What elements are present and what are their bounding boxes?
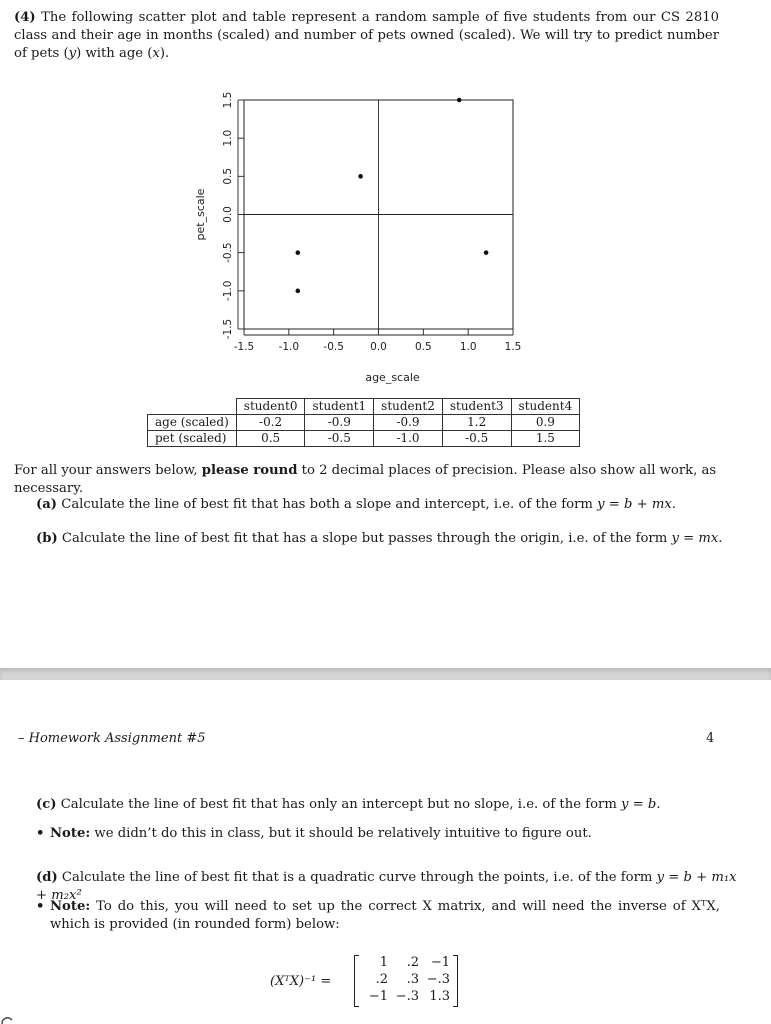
table-cell: -0.5 [305,431,374,447]
x-tick-label: 0.0 [370,341,387,353]
page-2: – Homework Assignment #5 4 (c) Calculate the line of best fit that has only an intercept but no slope, i.e. of the form y = b. • Note: we didn’t do this in class, but it should be relatively intuitive to figure out. (d) Calculate the line of best fit that is a quadratic curve through the points, i.e. of the form y = b + m₁x + m₂x² • Note: To do this, you will need to set up the correct X matrix, and will need the inverse of XᵀX, which is provided (in rounded form) below: (XᵀX)⁻¹ = 1 .2 −1 .2 .3 −.3 −1 −.3 1.3 [0,680,771,1024]
table-header-row [148,399,580,415]
table-header-cell: student1 [305,399,374,415]
problem-intro: (4) The following scatter plot and table represent a random sample of five students from our CS 2810 class and their age in months (scaled) and number of pets owned (scaled). We will try to predict number of pets (y) with age (x). [14,10,719,61]
part-b: (b) Calculate the line of best fit that has a slope but passes through the origin, i.e. of the form y = mx. [36,531,723,546]
table-header-cell: student0 [236,399,305,415]
table-cell: 1.5 [511,431,580,447]
page-separator [0,668,771,680]
data-point [457,98,462,103]
matrix-cell: 1 [379,955,388,970]
y-tick-label: 0.5 [222,167,234,185]
y-tick-label: -0.5 [222,242,234,263]
data-point [296,250,301,255]
x-tick-label: -1.0 [278,341,300,353]
data-point [296,289,301,294]
matrix-grid [354,954,458,1008]
scatter-plot [180,88,530,392]
table-row-label: age (scaled) [148,415,237,431]
data-table [147,398,580,447]
table-corner-cell [148,399,237,415]
table-cell: -0.9 [374,415,443,431]
matrix-cell: −.3 [426,972,450,987]
bullet-icon: • [36,826,45,841]
data-table-body [148,399,580,447]
part-a: (a) Calculate the line of best fit that has both a slope and intercept, i.e. of the form y = b + mx. [36,497,676,512]
problem-number: (4) [14,10,36,25]
table-cell: 0.5 [236,431,305,447]
corner-mark-icon [0,1014,14,1024]
data-point [358,174,363,179]
table-cell: 1.2 [442,415,511,431]
x-tick-label: 1.0 [459,341,477,353]
bullet-icon: • [36,899,45,914]
table-row-label: pet (scaled) [148,431,237,447]
matrix-cell: .2 [406,955,419,970]
table-cell: -0.5 [442,431,511,447]
data-point [484,250,489,255]
table-cell: -0.9 [305,415,374,431]
table-header-cell: student4 [511,399,580,415]
part-c: (c) Calculate the line of best fit that has only an intercept but no slope, i.e. of the form y = b. [36,797,661,812]
table-row [148,431,580,447]
page-number: 4 [706,731,715,746]
y-axis-label: pet_scale [194,188,207,241]
x-tick-label: 0.5 [414,341,432,353]
y-tick-label: 1.5 [222,91,234,109]
matrix-cell: .2 [375,972,388,987]
y-tick-label: 0.0 [222,206,234,223]
part-d: (d) Calculate the line of best fit that is a quadratic curve through the points, i.e. of the form y = b + m₁x + m₂x² [36,870,737,903]
matrix-label: (XᵀX)⁻¹ = [270,974,332,989]
x-tick-label: -0.5 [323,341,344,353]
table-cell: -0.2 [236,415,305,431]
table-row [148,415,580,431]
table-cell: -1.0 [374,431,443,447]
x-tick-label: 1.5 [504,341,522,353]
y-tick-label: -1.5 [222,318,234,340]
rounding-instruction: For all your answers below, please round to 2 decimal places of precision. Please also show all work, as necessary. [14,463,717,496]
table-header-cell: student3 [442,399,511,415]
y-tick-label: -1.0 [222,280,234,302]
x-tick-label: -1.5 [233,341,255,353]
y-tick-label: 1.0 [222,129,234,147]
matrix-cell: −1 [368,989,388,1004]
matrix-cell: −1 [430,955,450,970]
matrix-cell: 1.3 [429,989,450,1004]
running-header: – Homework Assignment #5 [18,731,206,746]
x-axis-label: age_scale [365,371,420,384]
matrix-cell: .3 [406,972,419,987]
matrix-cell: −.3 [395,989,419,1004]
table-header-cell: student2 [374,399,443,415]
right-bracket [453,955,458,1007]
table-cell: 0.9 [511,415,580,431]
scatter-svg [180,88,530,388]
